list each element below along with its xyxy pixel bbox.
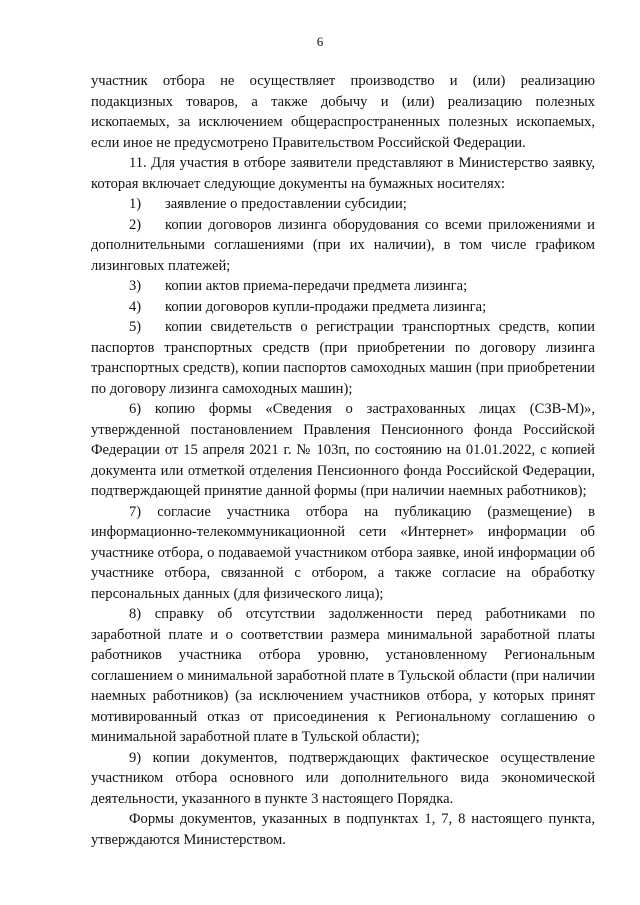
list-item-number: 4) [129, 298, 142, 315]
paragraph-item-11: 11. Для участия в отборе заявители представляют в Министерство заявку, которая включает следующие документы на бумажных носителях: [91, 155, 595, 192]
list-item-2 [91, 215, 595, 277]
list-item-number: 2) [129, 216, 142, 233]
list-item-4 [91, 297, 595, 318]
paragraph-continuation: участник отбора не осуществляет производство и (или) реализацию подакцизных товаров, а также добычу и (или) реализацию полезных ископаемых, за исключением общераспространенных полезных ископаемых, если иное не предусмотрено Правительством Российской Федерации. [91, 73, 595, 151]
list-item-text: копии актов приема-передачи предмета лизинга; [165, 278, 468, 294]
list-item-number: 3) [129, 278, 142, 294]
list-item-text: копии договоров лизинга оборудования со всеми приложениями и дополнительными соглашениями (при их наличии), в том числе графиком лизинговых платежей; [91, 216, 595, 274]
list-item-8: 8) справку об отсутствии задолженности перед работниками по заработной плате и о соответствии размера минимальной заработной платы работников участника отбора уровню, установленному Региональным соглашением о минимальной заработной плате в Тульской области (при наличии наемных работников) (за исключением участников отбора, у которых принят мотивированный отказ от присоединения к Региональному соглашению о минимальной заработной плате в Тульской области); [91, 606, 595, 745]
list-item-text: копии договоров купли-продажи предмета лизинга; [165, 298, 487, 315]
list-item-text: заявление о предоставлении субсидии; [165, 196, 407, 212]
list-item-7: 7) согласие участника отбора на публикацию (размещение) в информационно-телекоммуникационной сети «Интернет» информации об участнике отбора, о подаваемой участником отбора заявке, иной информации об участнике отбора, связанной с отбором, а также согласие на обработку персональных данных (для физического лица); [91, 503, 595, 602]
list-item-1 [91, 194, 595, 215]
list-item-number: 1) [129, 196, 142, 212]
paragraph-forms-approval: Формы документов, указанных в подпунктах 1, 7, 8 настоящего пункта, утверждаются Министерством. [91, 811, 595, 848]
list-item-3 [91, 276, 595, 297]
list-item-text: копии свидетельств о регистрации транспортных средств, копии паспортов транспортных средств (при приобретении по договору лизинга транспортных средств), копии паспортов самоходных машин (при приобретении по договору лизинга самоходных машин); [91, 319, 595, 397]
list-item-number: 5) [129, 319, 142, 335]
document-body [91, 71, 595, 850]
page-number: 6 [316, 34, 324, 49]
list-item-5 [91, 317, 595, 399]
list-item-6: 6) копию формы «Сведения о застрахованных лицах (СЗВ-М)», утвержденной постановлением Правления Пенсионного фонда Российской Федерации от 15 апреля 2021 г. № 103п, по состоянию на 01.01.2022, с копией документа или отметкой отделения Пенсионного фонда Российской Федерации, подтверждающей принятие данной формы (при наличии наемных работников); [91, 401, 595, 499]
list-item-9: 9) копии документов, подтверждающих фактическое осуществление участником отбора основного или дополнительного вида экономической деятельности, указанного в пункте 3 настоящего Порядка. [91, 749, 595, 807]
